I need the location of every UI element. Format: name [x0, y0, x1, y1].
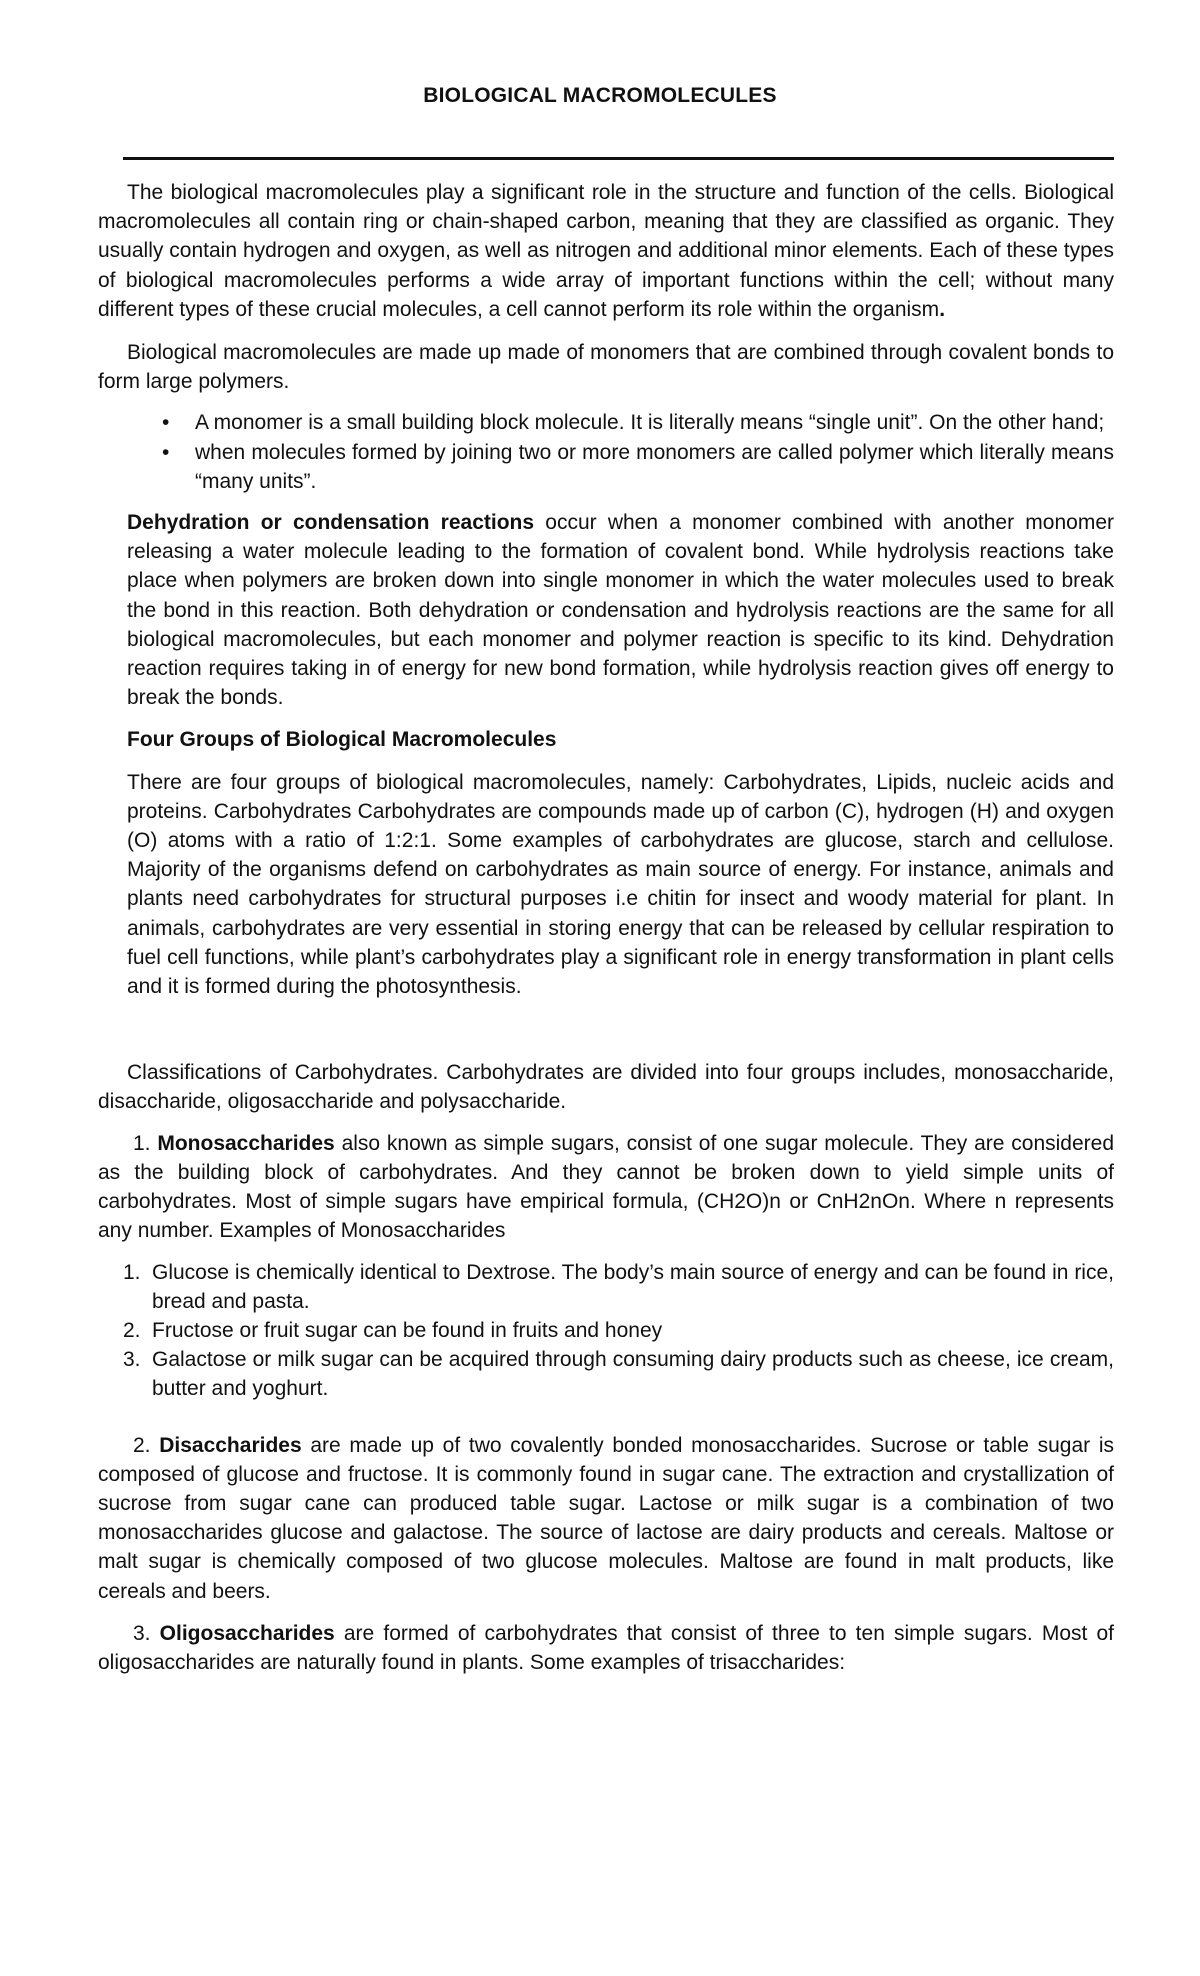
oligosaccharides-text: are formed of carbohydrates that consist of three to ten simple sugars. Most of oligosaccharides are naturally found in plants. Some examples of trisaccharides: — [98, 1621, 1114, 1674]
list-item-text: Glucose is chemically identical to Dextrose. The body’s main source of energy and can be found in rice, bread and pasta. — [152, 1260, 1114, 1313]
dehydration-term: Dehydration or condensation reactions — [127, 511, 535, 535]
list-item-text: A monomer is a small building block molecule. It is literally means “single unit”. On the other hand; — [195, 411, 1105, 435]
oligosaccharides-paragraph — [98, 1619, 1114, 1677]
intro-paragraph-text: The biological macromolecules play a significant role in the structure and function of the cells. Biological macromolecules all contain ring or chain-shaped carbon, meaning that they are classified as organic. They usually contain hydrogen and oxygen, as well as nitrogen and additional minor elements. Each of these types of biological macromolecules performs a wide array of important functions within the cell; without many different types of these crucial molecules, a cell cannot perform its role within the organism — [98, 181, 1114, 321]
disaccharides-paragraph — [98, 1431, 1114, 1606]
list-item-text: Galactose or milk sugar can be acquired through consuming dairy products such as cheese, ice cream, butter and yoghurt. — [152, 1348, 1114, 1401]
list-item — [162, 438, 1114, 496]
section-heading-four-groups: Four Groups of Biological Macromolecules — [127, 728, 557, 752]
list-item-number: 2. — [123, 1318, 141, 1342]
oligosaccharides-term: Oligosaccharides — [159, 1621, 335, 1645]
disaccharides-text: are made up of two covalently bonded monosaccharides. Sucrose or table sugar is composed of glucose and fructose. It is commonly found in sugar cane. The extraction and crystallization of sucrose from sugar cane can produced table sugar. Lactose or milk sugar is a combination of two monosaccharides glucose and galactose. The source of lactose are dairy products and cereals. Maltose or malt sugar is chemically composed of two glucose molecules. Maltose are found in malt products, like cereals and beers. — [98, 1433, 1114, 1603]
dehydration-text: occur when a monomer combined with another monomer releasing a water molecule leading to the formation of covalent bond. While hydrolysis reactions take place when polymers are broken down into single monomer in which the water molecules used to break the bond in this reaction. Both dehydration or condensation and hydrolysis reactions are the same for all biological macromolecules, but each monomer and polymer reaction is specific to its kind. Dehydration reaction requires taking in of energy for new bond formation, while hydrolysis reaction gives off energy to break the bonds. — [127, 511, 1114, 710]
monosaccharides-text: also known as simple sugars, consist of one sugar molecule. They are considered as the building block of carbohydrates. And they cannot be broken down to yield simple units of carbohydrates. Most of simple sugars have empirical formula, (CH2O)n or CnH2nOn. Where n represents any number. Examples of Monosaccharides — [98, 1131, 1114, 1243]
list-item-number: 1. — [123, 1260, 141, 1284]
intro-paragraph-end: . — [939, 297, 946, 321]
section-spacer — [98, 1001, 1114, 1058]
oligosaccharides-number: 3. — [133, 1621, 151, 1645]
disaccharides-term: Disaccharides — [159, 1433, 302, 1457]
reactions-section — [127, 508, 1114, 1001]
classifications-paragraph: Classifications of Carbohydrates. Carbohydrates are divided into four groups includes, monosaccharide, disaccharide, oligosaccharide and polysaccharide. — [98, 1061, 1114, 1114]
monomer-polymer-list — [98, 408, 1114, 496]
monomers-paragraph: Biological macromolecules are made up made of monomers that are combined through covalent bonds to form large polymers. — [98, 341, 1114, 394]
monosaccharides-paragraph — [98, 1129, 1114, 1246]
disaccharides-number: 2. — [133, 1433, 151, 1457]
monosaccharide-examples-list — [98, 1258, 1114, 1404]
bullet-icon: • — [162, 411, 170, 435]
title-divider — [123, 157, 1114, 160]
list-item-number: 3. — [123, 1348, 141, 1372]
document-body — [98, 178, 1114, 1677]
list-item — [162, 408, 1114, 437]
bullet-icon: • — [162, 440, 170, 464]
list-item — [123, 1345, 1114, 1403]
four-groups-paragraph: There are four groups of biological macromolecules, namely: Carbohydrates, Lipids, nucleic acids and proteins. Carbohydrates Carbohydrates are compounds made up of carbon (C), hydrogen (H) and oxygen (O) atoms with a ratio of 1:2:1. Some examples of carbohydrates are glucose, starch and cellulose. Majority of the organisms defend on carbohydrates as main source of energy. For instance, animals and plants need carbohydrates for structural purposes i.e chitin for insect and woody material for plant. In animals, carbohydrates are very essential in storing energy that can be released by cellular respiration to fuel cell functions, while plant’s carbohydrates play a significant role in energy transformation in plant cells and it is formed during the photosynthesis. — [127, 770, 1114, 999]
dehydration-paragraph — [127, 508, 1114, 712]
page-title: BIOLOGICAL MACROMOLECULES — [423, 84, 777, 107]
list-item — [123, 1258, 1114, 1316]
list-item-text: when molecules formed by joining two or more monomers are called polymer which literally means “many units”. — [195, 440, 1114, 493]
monosaccharides-term: Monosaccharides — [157, 1131, 335, 1155]
list-item — [123, 1316, 1114, 1345]
monosaccharides-number: 1. — [133, 1131, 151, 1155]
list-item-text: Fructose or fruit sugar can be found in fruits and honey — [152, 1318, 663, 1342]
intro-paragraph — [98, 178, 1114, 324]
